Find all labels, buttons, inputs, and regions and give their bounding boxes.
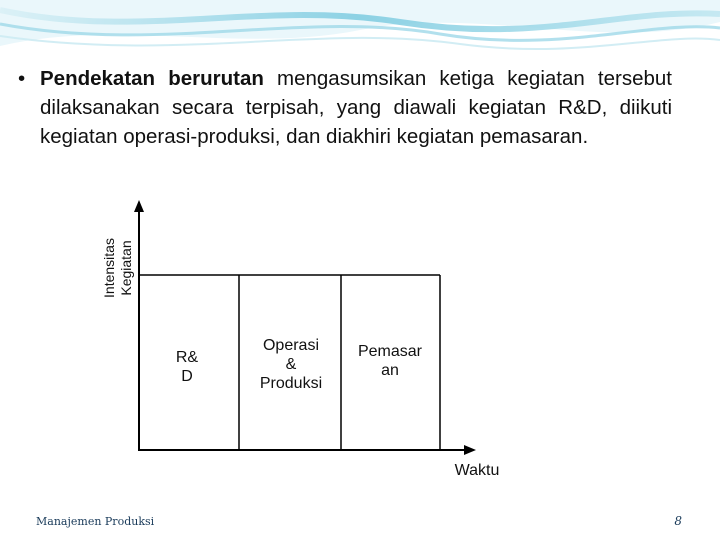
footer-page-number: 8 <box>674 514 682 528</box>
phase-mkt-line2: an <box>381 362 399 379</box>
y-axis-label-line2: Kegiatan <box>118 240 134 296</box>
phase-rnd-line1: R& <box>175 349 199 366</box>
phase-rnd-label <box>160 348 214 386</box>
phase-rnd-line2: D <box>181 368 193 385</box>
bullet-dot: • <box>18 67 26 90</box>
x-axis-label: Waktu <box>454 462 500 479</box>
phase-ops-line3: Produksi <box>259 375 323 392</box>
phase-mkt-line1: Pemasar <box>357 343 423 360</box>
bullet-body: mengasumsikan ketiga kegiatan tersebut dilaksanakan secara terpisah, yang diawali kegiatan R&D, diikuti kegiatan operasi-produksi, dan diakhiri kegiatan pemasaran. <box>40 67 672 148</box>
x-axis-arrowhead <box>464 445 476 455</box>
phase-ops-line2: & <box>285 356 297 373</box>
phase-operations-label <box>246 336 336 393</box>
y-axis-label <box>101 188 141 348</box>
y-axis-label-line1: Intensitas <box>101 238 117 298</box>
phase-marketing-label <box>346 342 434 380</box>
phase-ops-line1: Operasi <box>262 337 320 354</box>
bullet-bold-term: Pendekatan berurutan <box>40 67 264 90</box>
footer-course-title: Manajemen Produksi <box>36 515 155 528</box>
